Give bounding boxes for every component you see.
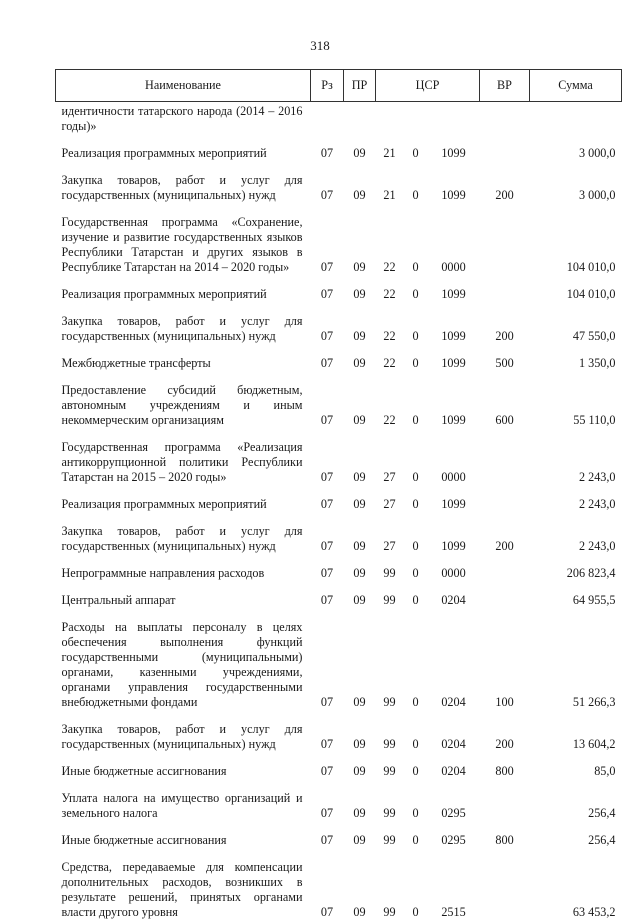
cell-name: Иные бюджетные ассигнования bbox=[56, 831, 311, 851]
cell-csr-subprogram: 0 bbox=[404, 171, 428, 206]
header-pr: ПР bbox=[344, 70, 376, 102]
cell-vr: 800 bbox=[480, 831, 530, 851]
header-sum: Сумма bbox=[530, 70, 622, 102]
table-row bbox=[56, 285, 622, 305]
cell-name: Государственная программа «Реализация антикоррупционной политики Республики Татарстан на 2015 – 2020 годы» bbox=[56, 438, 311, 488]
cell-csr-program: 22 bbox=[376, 213, 404, 278]
cell-sum bbox=[530, 102, 622, 138]
cell-csr-program: 99 bbox=[376, 789, 404, 824]
cell-pr: 09 bbox=[344, 618, 376, 713]
cell-pr: 09 bbox=[344, 213, 376, 278]
cell-csr-subprogram: 0 bbox=[404, 312, 428, 347]
cell-rz: 07 bbox=[311, 495, 344, 515]
cell-csr-direction: 0204 bbox=[428, 762, 480, 782]
cell-csr-direction: 1099 bbox=[428, 171, 480, 206]
cell-csr-program: 27 bbox=[376, 495, 404, 515]
cell-sum: 64 955,5 bbox=[530, 591, 622, 611]
cell-csr-direction: 0204 bbox=[428, 618, 480, 713]
cell-csr-program: 99 bbox=[376, 831, 404, 851]
cell-name: Средства, передаваемые для компенсации дополнительных расходов, возникших в результате решений, принятых органами власти другого уровня bbox=[56, 858, 311, 923]
cell-csr-subprogram: 0 bbox=[404, 591, 428, 611]
cell-csr-direction: 0000 bbox=[428, 213, 480, 278]
table-row bbox=[56, 438, 622, 488]
cell-csr-direction: 1099 bbox=[428, 381, 480, 431]
cell-csr-direction: 0000 bbox=[428, 438, 480, 488]
table-row bbox=[56, 354, 622, 374]
cell-pr bbox=[344, 102, 376, 138]
cell-pr: 09 bbox=[344, 789, 376, 824]
cell-csr-subprogram: 0 bbox=[404, 144, 428, 164]
cell-sum: 2 243,0 bbox=[530, 522, 622, 557]
cell-sum: 55 110,0 bbox=[530, 381, 622, 431]
cell-rz: 07 bbox=[311, 789, 344, 824]
cell-vr bbox=[480, 144, 530, 164]
cell-csr-program: 99 bbox=[376, 591, 404, 611]
cell-csr-direction: 0295 bbox=[428, 789, 480, 824]
cell-pr: 09 bbox=[344, 438, 376, 488]
cell-vr bbox=[480, 591, 530, 611]
cell-rz: 07 bbox=[311, 312, 344, 347]
cell-vr: 800 bbox=[480, 762, 530, 782]
cell-csr-program: 99 bbox=[376, 858, 404, 923]
cell-vr bbox=[480, 438, 530, 488]
cell-name: Центральный аппарат bbox=[56, 591, 311, 611]
header-name: Наименование bbox=[56, 70, 311, 102]
cell-vr bbox=[480, 102, 530, 138]
cell-name: Закупка товаров, работ и услуг для государственных (муниципальных) нужд bbox=[56, 522, 311, 557]
cell-csr-direction: 0295 bbox=[428, 831, 480, 851]
cell-csr-direction: 1099 bbox=[428, 312, 480, 347]
header-rz: Рз bbox=[311, 70, 344, 102]
cell-sum: 51 266,3 bbox=[530, 618, 622, 713]
cell-pr: 09 bbox=[344, 144, 376, 164]
table-row bbox=[56, 858, 622, 923]
cell-csr-subprogram: 0 bbox=[404, 618, 428, 713]
cell-rz: 07 bbox=[311, 564, 344, 584]
cell-rz: 07 bbox=[311, 522, 344, 557]
cell-csr-program: 27 bbox=[376, 438, 404, 488]
cell-pr: 09 bbox=[344, 720, 376, 755]
cell-pr: 09 bbox=[344, 312, 376, 347]
cell-name: Предоставление субсидий бюджетным, автономным учреждениям и иным некоммерческим организациям bbox=[56, 381, 311, 431]
cell-sum: 104 010,0 bbox=[530, 285, 622, 305]
cell-csr-program bbox=[376, 102, 404, 138]
cell-name: Реализация программных мероприятий bbox=[56, 495, 311, 515]
cell-rz bbox=[311, 102, 344, 138]
cell-csr-subprogram: 0 bbox=[404, 438, 428, 488]
cell-csr-subprogram: 0 bbox=[404, 522, 428, 557]
cell-csr-direction: 1099 bbox=[428, 522, 480, 557]
cell-name: Закупка товаров, работ и услуг для государственных (муниципальных) нужд bbox=[56, 171, 311, 206]
cell-pr: 09 bbox=[344, 285, 376, 305]
cell-name: Реализация программных мероприятий bbox=[56, 285, 311, 305]
cell-rz: 07 bbox=[311, 144, 344, 164]
cell-csr-direction: 0204 bbox=[428, 591, 480, 611]
cell-rz: 07 bbox=[311, 858, 344, 923]
table-row bbox=[56, 762, 622, 782]
cell-rz: 07 bbox=[311, 171, 344, 206]
cell-sum: 3 000,0 bbox=[530, 144, 622, 164]
budget-table bbox=[55, 69, 622, 923]
cell-csr-subprogram: 0 bbox=[404, 762, 428, 782]
cell-name: Непрограммные направления расходов bbox=[56, 564, 311, 584]
cell-csr-subprogram: 0 bbox=[404, 213, 428, 278]
table-row bbox=[56, 171, 622, 206]
cell-vr bbox=[480, 789, 530, 824]
cell-csr-subprogram: 0 bbox=[404, 285, 428, 305]
cell-vr bbox=[480, 564, 530, 584]
cell-csr-program: 22 bbox=[376, 354, 404, 374]
table-body bbox=[56, 102, 622, 923]
cell-sum: 1 350,0 bbox=[530, 354, 622, 374]
cell-vr bbox=[480, 285, 530, 305]
cell-csr-program: 22 bbox=[376, 312, 404, 347]
cell-csr-program: 21 bbox=[376, 171, 404, 206]
cell-sum: 256,4 bbox=[530, 789, 622, 824]
cell-csr-subprogram: 0 bbox=[404, 381, 428, 431]
cell-csr-subprogram: 0 bbox=[404, 354, 428, 374]
cell-sum: 3 000,0 bbox=[530, 171, 622, 206]
cell-pr: 09 bbox=[344, 762, 376, 782]
cell-sum: 256,4 bbox=[530, 831, 622, 851]
cell-csr-subprogram: 0 bbox=[404, 564, 428, 584]
cell-pr: 09 bbox=[344, 381, 376, 431]
table-row bbox=[56, 102, 622, 138]
cell-csr-program: 22 bbox=[376, 285, 404, 305]
cell-pr: 09 bbox=[344, 831, 376, 851]
table-row bbox=[56, 522, 622, 557]
table-row bbox=[56, 312, 622, 347]
cell-csr-program: 99 bbox=[376, 564, 404, 584]
cell-vr bbox=[480, 213, 530, 278]
cell-name: Государственная программа «Сохранение, изучение и развитие государственных языков Республики Татарстан и других языков в Республике Татарстан на 2014 – 2020 годы» bbox=[56, 213, 311, 278]
cell-pr: 09 bbox=[344, 564, 376, 584]
cell-rz: 07 bbox=[311, 591, 344, 611]
table-row bbox=[56, 381, 622, 431]
cell-sum: 63 453,2 bbox=[530, 858, 622, 923]
cell-rz: 07 bbox=[311, 762, 344, 782]
cell-csr-direction: 1099 bbox=[428, 354, 480, 374]
cell-vr: 600 bbox=[480, 381, 530, 431]
cell-rz: 07 bbox=[311, 354, 344, 374]
cell-rz: 07 bbox=[311, 720, 344, 755]
cell-csr-subprogram: 0 bbox=[404, 831, 428, 851]
cell-csr-direction: 2515 bbox=[428, 858, 480, 923]
cell-pr: 09 bbox=[344, 171, 376, 206]
table-row bbox=[56, 591, 622, 611]
table-row bbox=[56, 720, 622, 755]
cell-name: Расходы на выплаты персоналу в целях обеспечения выполнения функций государственными (муниципальными) органами, казенными учреждениями, органами управления государственными внебюджетными фондами bbox=[56, 618, 311, 713]
cell-sum: 13 604,2 bbox=[530, 720, 622, 755]
table-header bbox=[56, 70, 622, 102]
cell-name: Закупка товаров, работ и услуг для государственных (муниципальных) нужд bbox=[56, 312, 311, 347]
cell-csr-direction: 0204 bbox=[428, 720, 480, 755]
cell-csr-program: 99 bbox=[376, 762, 404, 782]
table-row bbox=[56, 144, 622, 164]
cell-csr-subprogram: 0 bbox=[404, 720, 428, 755]
cell-vr: 200 bbox=[480, 312, 530, 347]
cell-name: Иные бюджетные ассигнования bbox=[56, 762, 311, 782]
cell-csr-direction bbox=[428, 102, 480, 138]
cell-csr-direction: 1099 bbox=[428, 144, 480, 164]
cell-csr-direction: 0000 bbox=[428, 564, 480, 584]
table-row bbox=[56, 789, 622, 824]
cell-vr bbox=[480, 495, 530, 515]
cell-vr: 500 bbox=[480, 354, 530, 374]
cell-name: идентичности татарского народа (2014 – 2016 годы)» bbox=[56, 102, 311, 138]
cell-csr-direction: 1099 bbox=[428, 495, 480, 515]
header-csr: ЦСР bbox=[376, 70, 480, 102]
cell-name: Уплата налога на имущество организаций и земельного налога bbox=[56, 789, 311, 824]
cell-vr bbox=[480, 858, 530, 923]
cell-sum: 2 243,0 bbox=[530, 438, 622, 488]
cell-pr: 09 bbox=[344, 495, 376, 515]
cell-sum: 47 550,0 bbox=[530, 312, 622, 347]
cell-csr-subprogram: 0 bbox=[404, 495, 428, 515]
cell-name: Реализация программных мероприятий bbox=[56, 144, 311, 164]
cell-sum: 104 010,0 bbox=[530, 213, 622, 278]
cell-vr: 100 bbox=[480, 618, 530, 713]
cell-vr: 200 bbox=[480, 522, 530, 557]
cell-rz: 07 bbox=[311, 438, 344, 488]
cell-rz: 07 bbox=[311, 213, 344, 278]
table-row bbox=[56, 831, 622, 851]
cell-csr-program: 22 bbox=[376, 381, 404, 431]
cell-vr: 200 bbox=[480, 171, 530, 206]
cell-csr-direction: 1099 bbox=[428, 285, 480, 305]
cell-csr-subprogram: 0 bbox=[404, 789, 428, 824]
cell-csr-program: 99 bbox=[376, 618, 404, 713]
cell-pr: 09 bbox=[344, 354, 376, 374]
cell-rz: 07 bbox=[311, 381, 344, 431]
cell-rz: 07 bbox=[311, 831, 344, 851]
cell-sum: 2 243,0 bbox=[530, 495, 622, 515]
cell-csr-subprogram: 0 bbox=[404, 858, 428, 923]
table-row bbox=[56, 564, 622, 584]
cell-sum: 85,0 bbox=[530, 762, 622, 782]
cell-name: Межбюджетные трансферты bbox=[56, 354, 311, 374]
table-row bbox=[56, 213, 622, 278]
cell-csr-program: 27 bbox=[376, 522, 404, 557]
cell-pr: 09 bbox=[344, 522, 376, 557]
cell-csr-program: 21 bbox=[376, 144, 404, 164]
cell-sum: 206 823,4 bbox=[530, 564, 622, 584]
cell-pr: 09 bbox=[344, 858, 376, 923]
cell-name: Закупка товаров, работ и услуг для государственных (муниципальных) нужд bbox=[56, 720, 311, 755]
table-row bbox=[56, 495, 622, 515]
cell-pr: 09 bbox=[344, 591, 376, 611]
cell-rz: 07 bbox=[311, 618, 344, 713]
cell-vr: 200 bbox=[480, 720, 530, 755]
cell-rz: 07 bbox=[311, 285, 344, 305]
cell-csr-program: 99 bbox=[376, 720, 404, 755]
page-number: 318 bbox=[0, 38, 640, 54]
cell-csr-subprogram bbox=[404, 102, 428, 138]
table-row bbox=[56, 618, 622, 713]
header-vr: ВР bbox=[480, 70, 530, 102]
